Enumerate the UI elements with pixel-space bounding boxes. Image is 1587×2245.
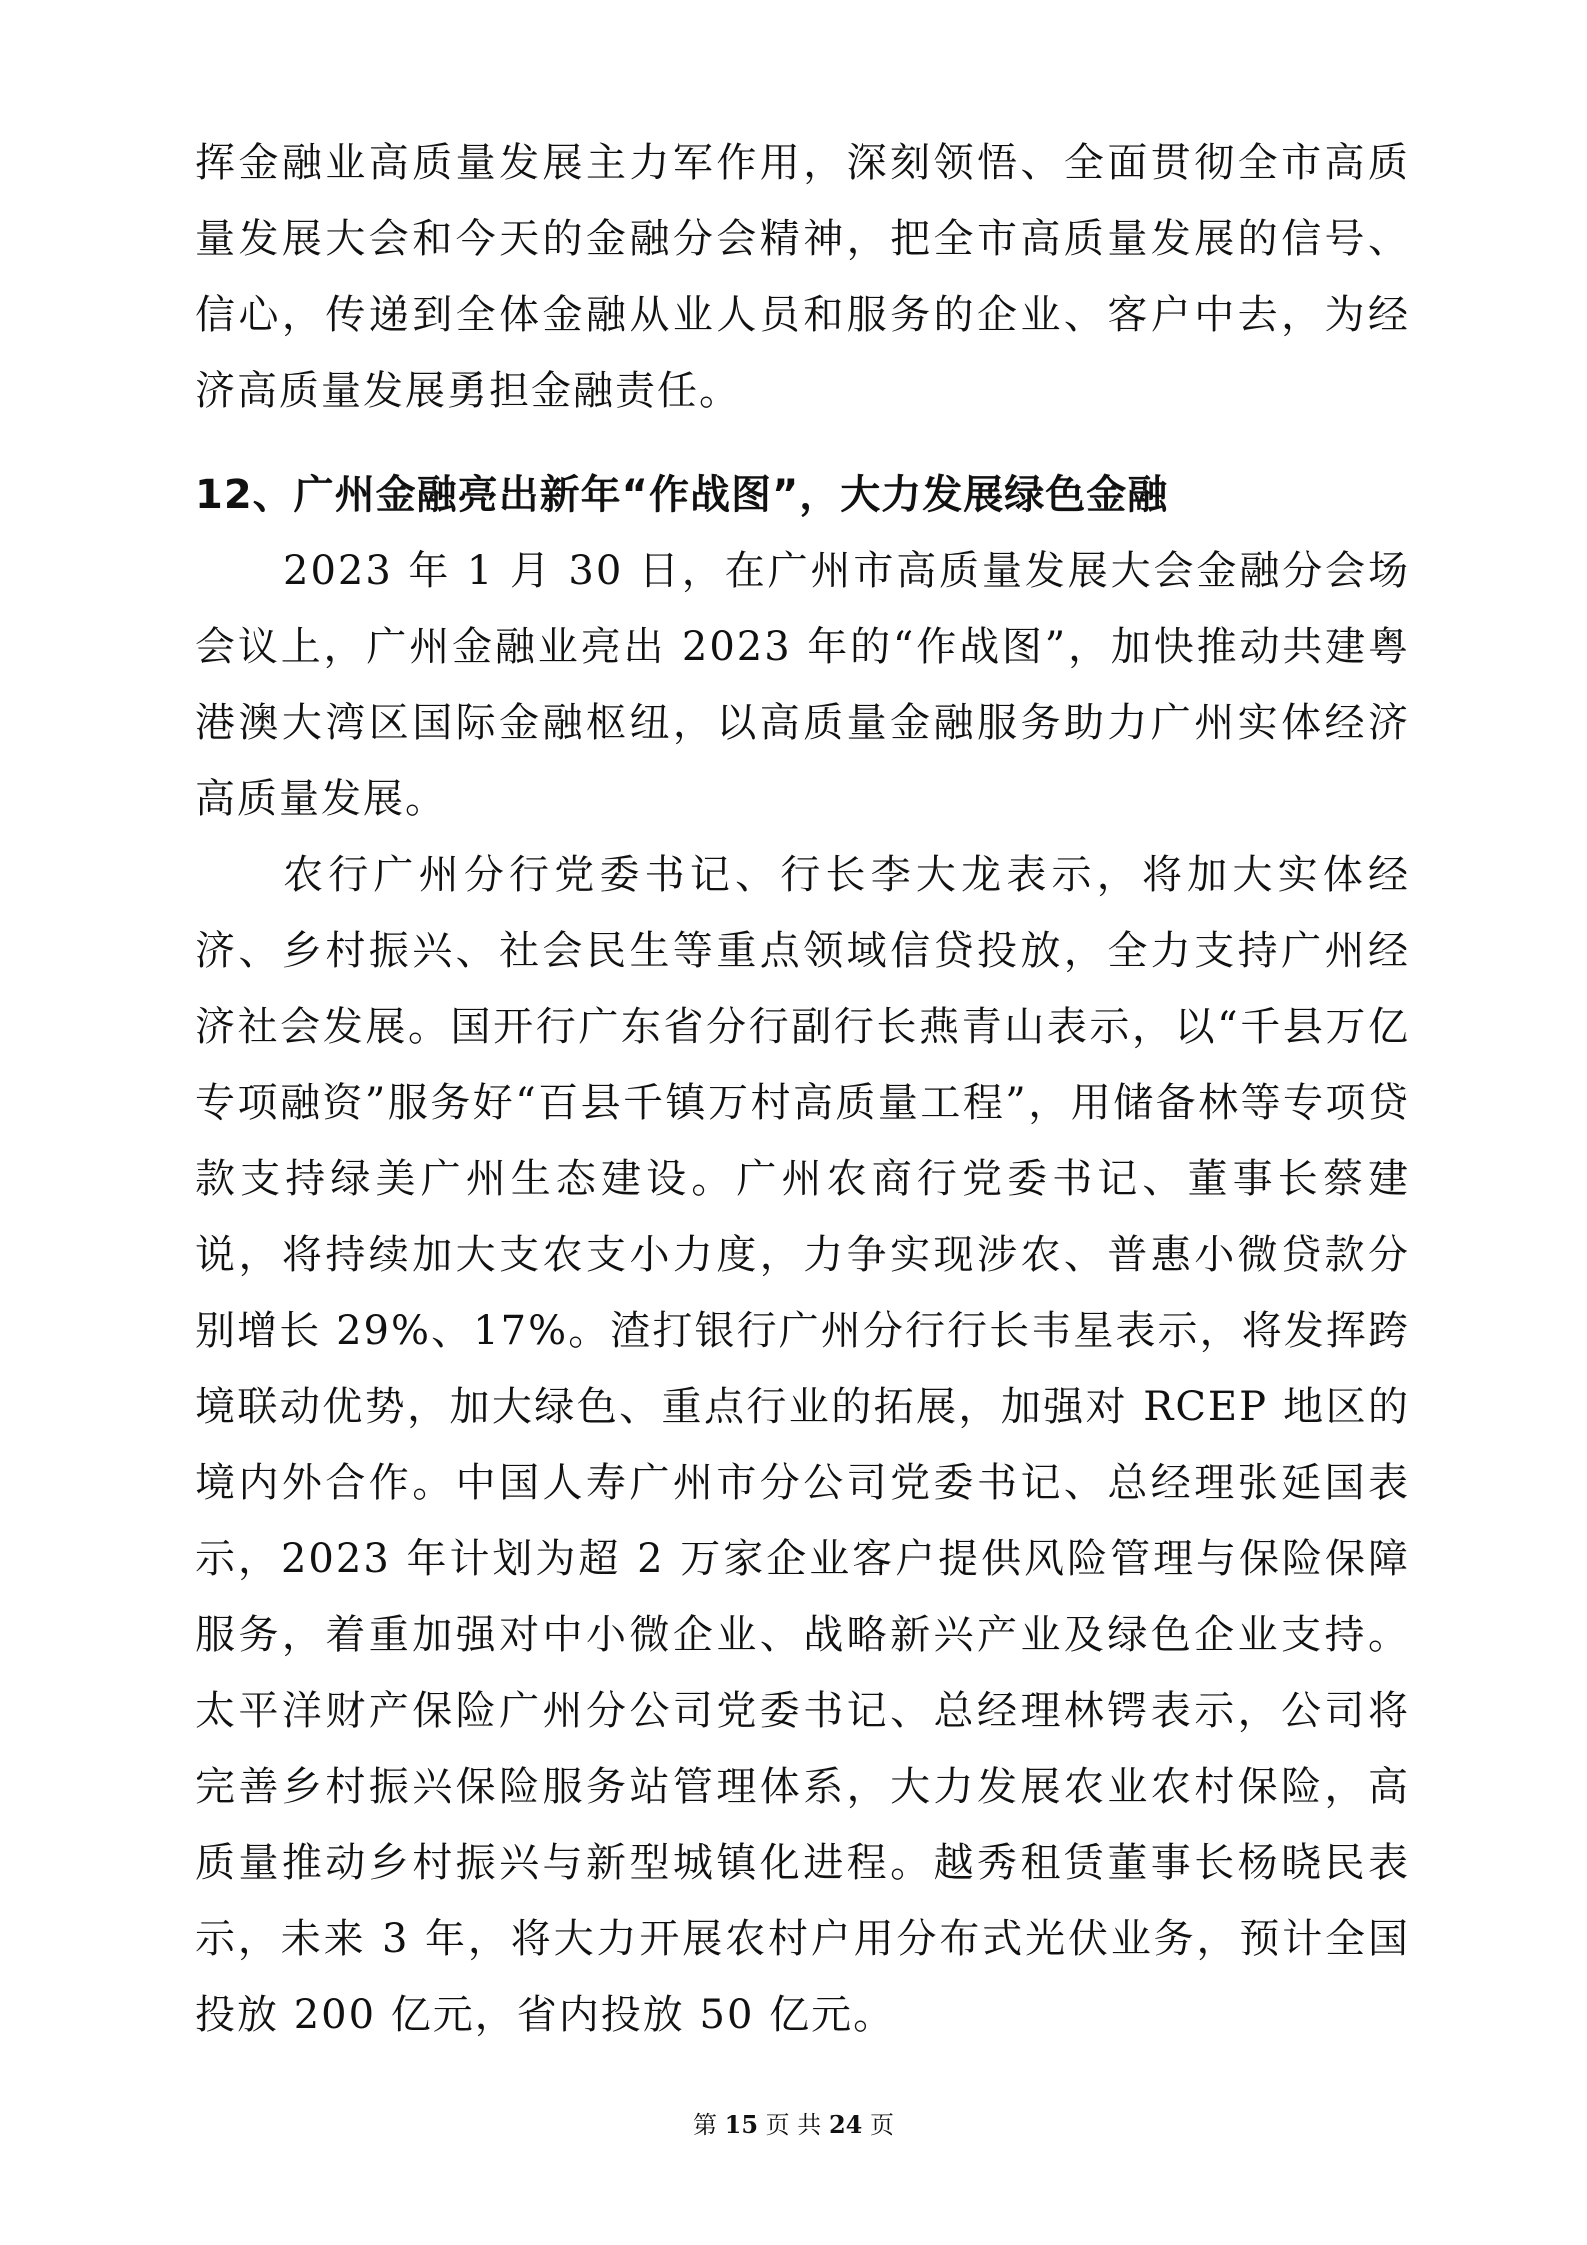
footer-middle: 页 共	[765, 2111, 822, 2139]
paragraph-statements: 农行广州分行党委书记、行长李大龙表示，将加大实体经济、乡村振兴、社会民生等重点领域信贷投放，全力支持广州经济社会发展。国开行广东省分行副行长燕青山表示，以“千县万亿专项融资”服务好“百县千镇万村高质量工程”，用储备林等专项贷款支持绿美广州生态建设。广州农商行党委书记、董事长蔡建说，将持续加大支农支小力度，力争实现涉农、普惠小微贷款分别增长 29%、17%。渣打银行广州分行行长韦星表示，将发挥跨境联动优势，加大绿色、重点行业的拓展，加强对 RCEP 地区的境内外合作。中国人寿广州市分公司党委书记、总经理张延国表示，2023 年计划为超 2 万家企业客户提供风险管理与保险保障服务，着重加强对中小微企业、战略新兴产业及绿色企业支持。太平洋财产保险广州分公司党委书记、总经理林锷表示，公司将完善乡村振兴保险服务站管理体系，大力发展农业农村保险，高质量推动乡村振兴与新型城镇化进程。越秀租赁董事长杨晓民表示，未来 3 年，将大力开展农村户用分布式光伏业务，预计全国投放 200 亿元，省内投放 50 亿元。	[195, 852, 1410, 2038]
page-footer	[0, 2110, 1587, 2140]
footer-prefix: 第	[692, 2111, 717, 2139]
footer-suffix: 页	[870, 2111, 894, 2139]
document-body	[195, 125, 1410, 2053]
total-pages-number: 24	[828, 2110, 863, 2139]
paragraph-intro: 2023 年 1 月 30 日，在广州市高质量发展大会金融分会场会议上，广州金融业亮出 2023 年的“作战图”，加快推动共建粤港澳大湾区国际金融枢纽，以高质量金融服务助力广州实体经济高质量发展。	[195, 548, 1410, 822]
paragraph-continuation: 挥金融业高质量发展主力军作用，深刻领悟、全面贯彻全市高质量发展大会和今天的金融分会精神，把全市高质量发展的信号、信心，传递到全体金融从业人员和服务的企业、客户中去，为经济高质量发展勇担金融责任。	[195, 140, 1410, 414]
current-page-number: 15	[724, 2110, 759, 2139]
section-heading: 12、广州金融亮出新年“作战图”，大力发展绿色金融	[195, 472, 1169, 518]
